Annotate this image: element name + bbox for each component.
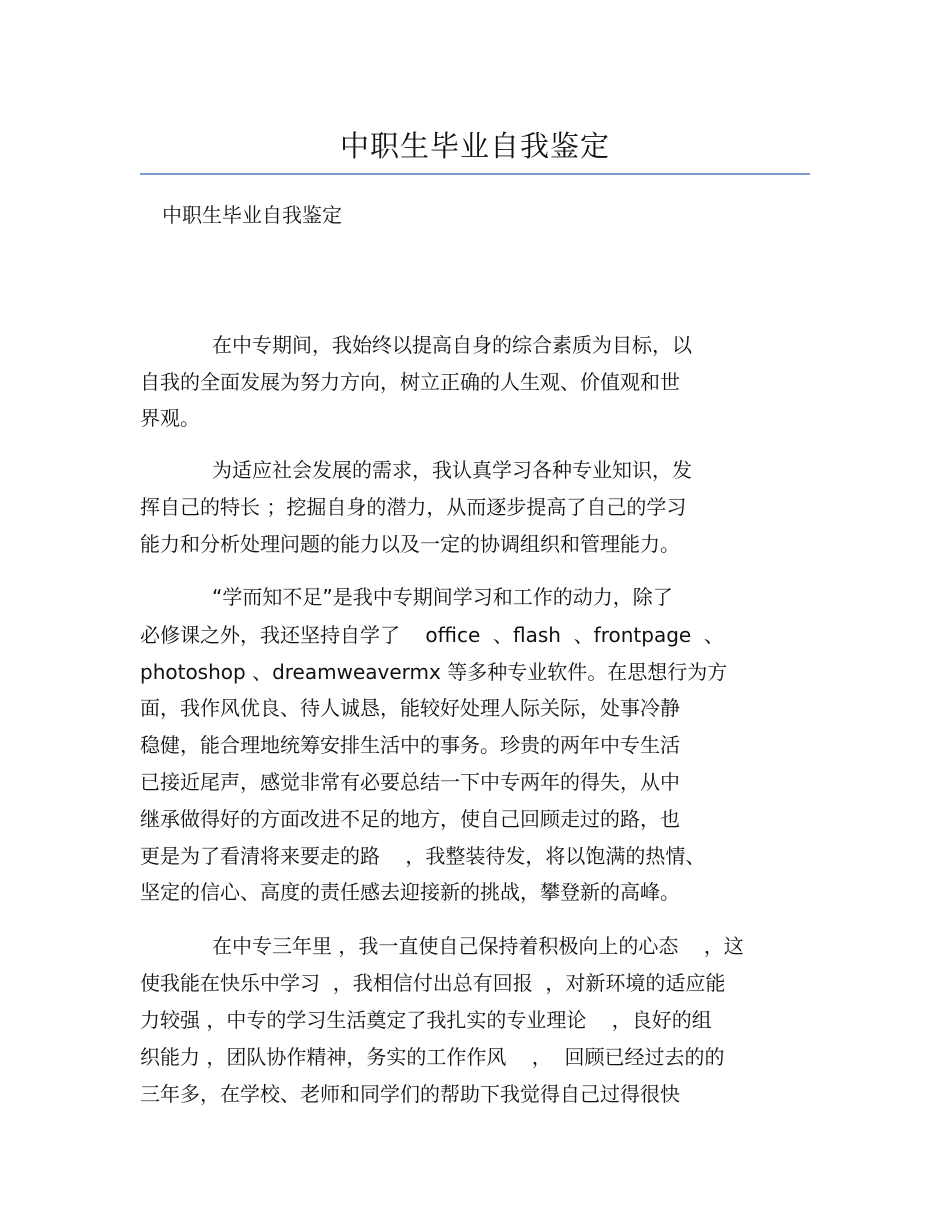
text-line: 必修课之外，我还坚持自学了 office 、flash 、frontpage 、 bbox=[140, 623, 724, 647]
title-divider bbox=[140, 173, 810, 175]
text-line: 力较强 ，中专的学习生活奠定了我扎实的专业理论 ，良好的组 bbox=[140, 1008, 712, 1032]
text-line: 三年多，在学校、老师和同学们的帮助下我觉得自己过得很快 bbox=[140, 1082, 680, 1106]
text-line: 更是为了看清将来要走的路 ，我整装待发，将以饱满的热情、 bbox=[140, 844, 706, 868]
text-line: 稳健，能合理地统筹安排生活中的事务。珍贵的两年中专生活 bbox=[140, 733, 680, 757]
text-line: 坚定的信心、高度的责任感去迎接新的挑战，攀登新的高峰。 bbox=[140, 880, 680, 904]
document-title: 中职生毕业自我鉴定 bbox=[339, 129, 610, 163]
text-line: 在中专期间，我始终以提高自身的综合素质为目标，以 bbox=[212, 333, 692, 357]
text-line: 使我能在快乐中学习 ，我相信付出总有回报 ，对新环境的适应能 bbox=[140, 971, 726, 995]
text-line: 挥自己的特长 ；挖掘自身的潜力，从而逐步提高了自己的学习 bbox=[140, 495, 687, 519]
text-line: 能力和分析处理问题的能力以及一定的协调组织和管理能力。 bbox=[140, 532, 680, 556]
text-line: 继承做得好的方面改进不足的地方，使自己回顾走过的路，也 bbox=[140, 807, 680, 831]
document-subtitle: 中职生毕业自我鉴定 bbox=[162, 203, 342, 227]
text-line: photoshop 、dreamweavermx 等多种专业软件。在思想行为方 bbox=[140, 660, 728, 684]
text-line: “学而知不足”是我中专期间学习和工作的动力，除了 bbox=[212, 585, 673, 609]
text-line: 已接近尾声，感觉非常有必要总结一下中专两年的得失，从中 bbox=[140, 770, 680, 794]
text-line: 为适应社会发展的需求，我认真学习各种专业知识，发 bbox=[212, 458, 692, 482]
text-line: 界观。 bbox=[140, 406, 200, 430]
text-line: 织能力 ，团队协作精神，务实的工作作风 ， 回顾已经过去的的 bbox=[140, 1045, 725, 1069]
text-line: 面，我作风优良、待人诚恳，能较好处理人际关际，处事冷静 bbox=[140, 696, 680, 720]
text-line: 在中专三年里 ，我一直使自己保持着积极向上的心态 ，这 bbox=[212, 934, 744, 958]
text-line: 自我的全面发展为努力方向，树立正确的人生观、价值观和世 bbox=[140, 370, 680, 394]
